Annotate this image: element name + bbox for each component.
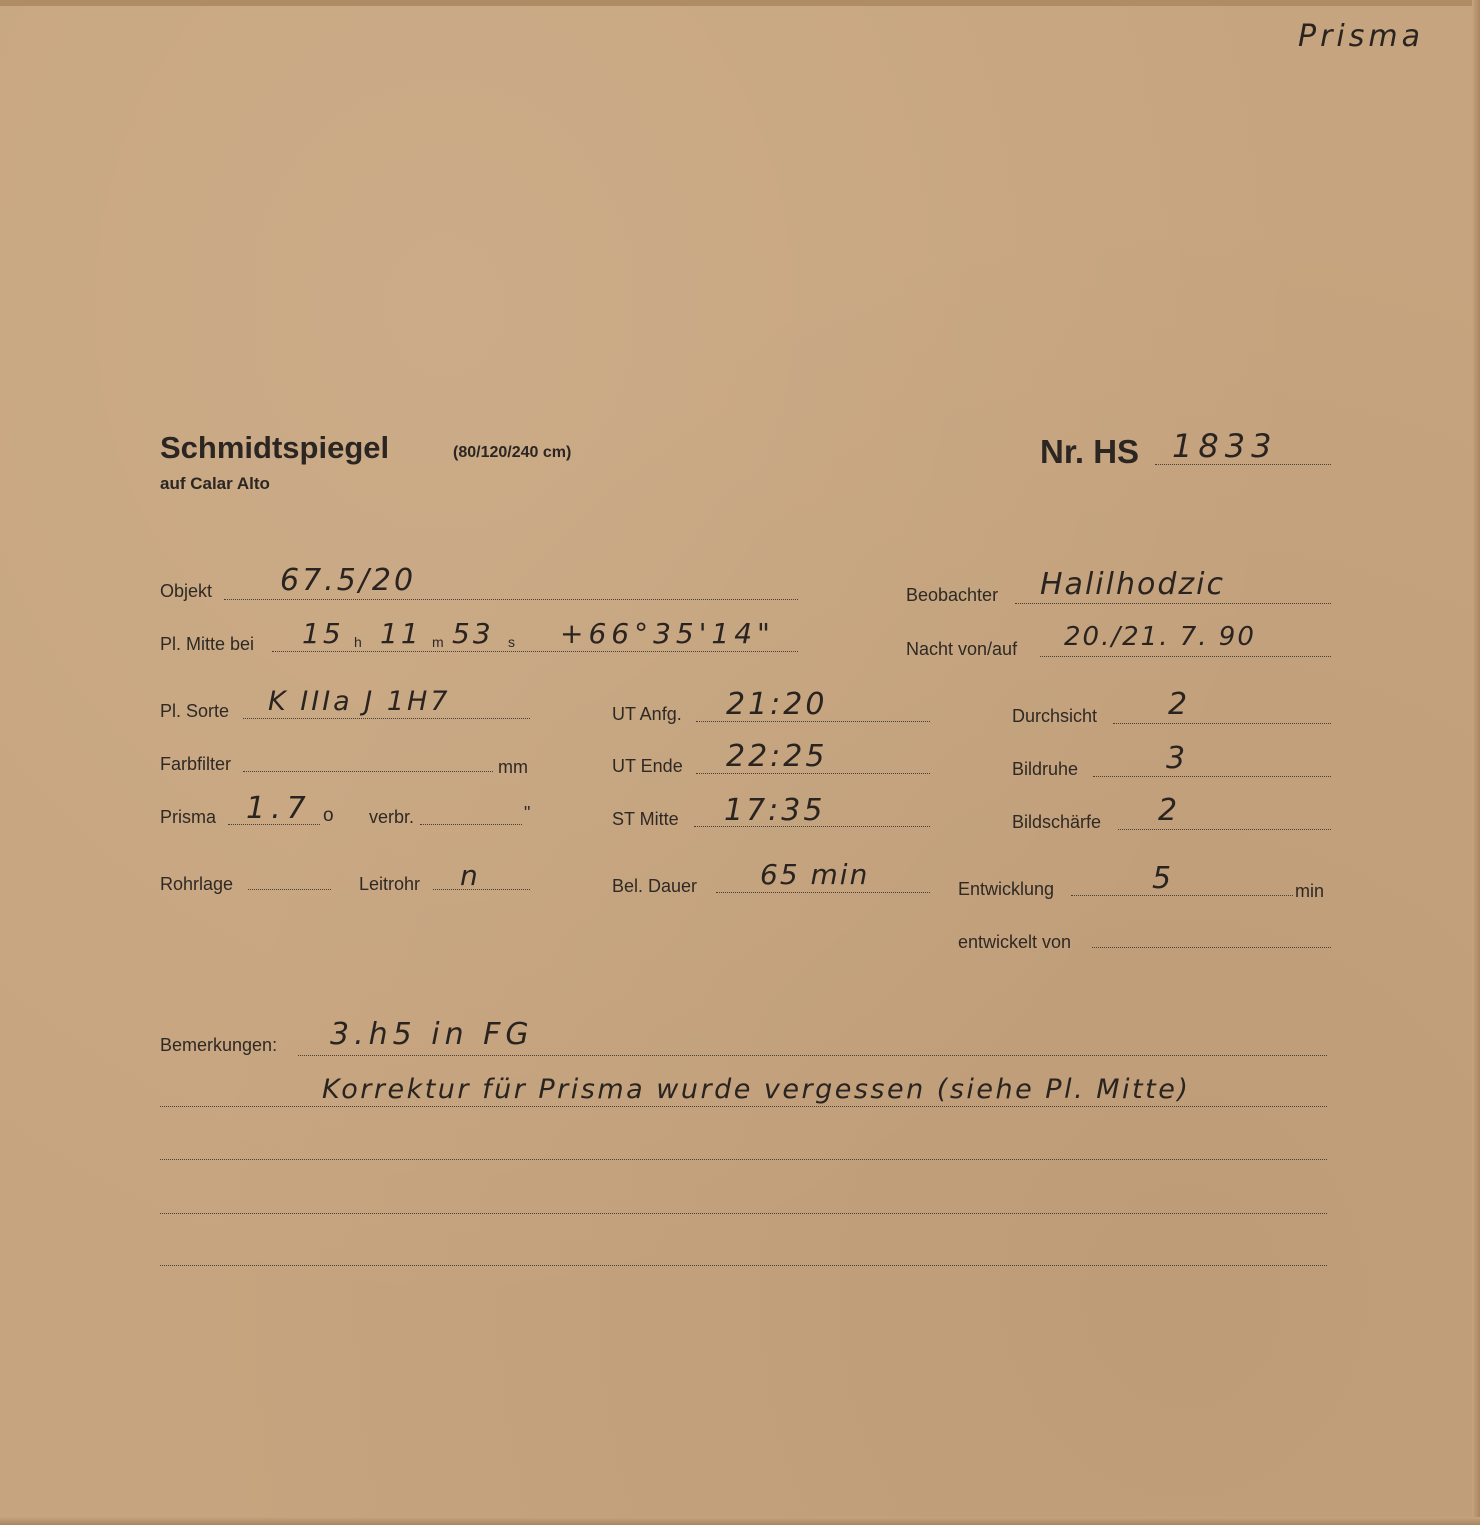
envelope-edge-right <box>1472 0 1480 1525</box>
beobachter-line <box>1015 603 1331 604</box>
bildschaerfe-line <box>1118 829 1331 830</box>
form-location: auf Calar Alto <box>160 474 270 493</box>
prisma-label: Prisma <box>160 807 217 827</box>
nacht-line <box>1040 656 1331 657</box>
ut-anfg-label: UT Anfg. <box>612 704 682 724</box>
nacht-label: Nacht von/auf <box>906 639 1018 659</box>
bildruhe-value: 3 <box>1166 741 1189 776</box>
bemerkungen-line-2 <box>160 1106 1327 1107</box>
envelope-edge-bottom <box>0 1517 1480 1525</box>
leitrohr-value: n <box>460 859 481 892</box>
pl-sorte-value: K IIIa J 1H7 <box>268 686 451 717</box>
bel-dauer-value: 65 min <box>760 858 870 891</box>
entwickelt-von-label: entwickelt von <box>958 932 1072 952</box>
verbr-unit: " <box>524 803 531 823</box>
pl-mitte-seconds: 53 <box>452 617 494 650</box>
pl-mitte-line <box>272 651 798 652</box>
st-mitte-value: 17:35 <box>724 793 826 828</box>
bemerkungen-line-5 <box>160 1265 1327 1266</box>
plate-number-value: 1833 <box>1172 427 1278 465</box>
pl-mitte-s-unit: s <box>508 634 515 650</box>
pl-mitte-m-unit: m <box>432 634 444 650</box>
durchsicht-line <box>1113 723 1331 724</box>
durchsicht-value: 2 <box>1168 687 1191 722</box>
leitrohr-line <box>433 889 530 890</box>
prisma-degree-unit: o <box>323 805 334 826</box>
farbfilter-label: Farbfilter <box>160 754 232 774</box>
bildruhe-label: Bildruhe <box>1012 759 1079 779</box>
beobachter-value: Halilhodzic <box>1040 567 1225 602</box>
bemerkungen-text-2: Korrektur für Prisma wurde vergessen (siehe Pl. Mitte) <box>322 1074 1191 1105</box>
entwicklung-unit: min <box>1295 881 1325 901</box>
ut-ende-label: UT Ende <box>612 756 683 776</box>
pl-mitte-minutes: 11 <box>380 617 422 650</box>
plate-number-label: Nr. HS <box>1040 433 1140 470</box>
nacht-value: 20./21. 7. 90 <box>1064 622 1256 652</box>
objekt-value: 67.5/20 <box>280 563 417 598</box>
objekt-line <box>224 599 798 600</box>
entwicklung-line <box>1071 895 1293 896</box>
pl-sorte-label: Pl. Sorte <box>160 701 230 721</box>
pl-mitte-declination: +66°35'14" <box>560 617 775 650</box>
st-mitte-label: ST Mitte <box>612 809 679 829</box>
bemerkungen-line-1 <box>298 1055 1327 1056</box>
ut-ende-value: 22:25 <box>726 739 828 774</box>
entwicklung-label: Entwicklung <box>958 879 1055 899</box>
envelope-edge-top <box>0 0 1480 6</box>
corner-note: Prisma <box>1298 19 1424 54</box>
rohrlage-label: Rohrlage <box>160 874 234 894</box>
ut-anfg-value: 21:20 <box>726 687 828 722</box>
pl-mitte-hours: 15 <box>302 617 344 650</box>
verbr-label: verbr. <box>369 807 415 827</box>
form-title-aperture: (80/120/240 cm) <box>453 444 572 461</box>
bemerkungen-label: Bemerkungen: <box>160 1035 278 1055</box>
pl-sorte-line <box>243 718 530 719</box>
form-title: Schmidtspiegel <box>160 430 390 465</box>
prisma-value: 1.7 <box>246 791 312 826</box>
durchsicht-label: Durchsicht <box>1012 706 1098 726</box>
bemerkungen-line-3 <box>160 1159 1327 1160</box>
bel-dauer-line <box>716 892 930 893</box>
farbfilter-line <box>243 771 493 772</box>
entwickelt-von-line <box>1092 947 1331 948</box>
bemerkungen-line-4 <box>160 1213 1327 1214</box>
bel-dauer-label: Bel. Dauer <box>612 876 698 896</box>
farbfilter-unit: mm <box>498 757 528 777</box>
leitrohr-label: Leitrohr <box>359 874 421 894</box>
verbr-line <box>420 824 522 825</box>
beobachter-label: Beobachter <box>906 585 999 605</box>
pl-mitte-label: Pl. Mitte bei <box>160 634 255 654</box>
pl-mitte-h-unit: h <box>354 634 362 650</box>
entwicklung-value: 5 <box>1152 861 1175 896</box>
bildschaerfe-label: Bildschärfe <box>1012 812 1102 832</box>
bildschaerfe-value: 2 <box>1158 793 1181 828</box>
rohrlage-line <box>248 889 331 890</box>
bildruhe-line <box>1093 776 1331 777</box>
bemerkungen-text-1: 3.h5 in FG <box>330 1017 534 1052</box>
objekt-label: Objekt <box>160 581 213 601</box>
